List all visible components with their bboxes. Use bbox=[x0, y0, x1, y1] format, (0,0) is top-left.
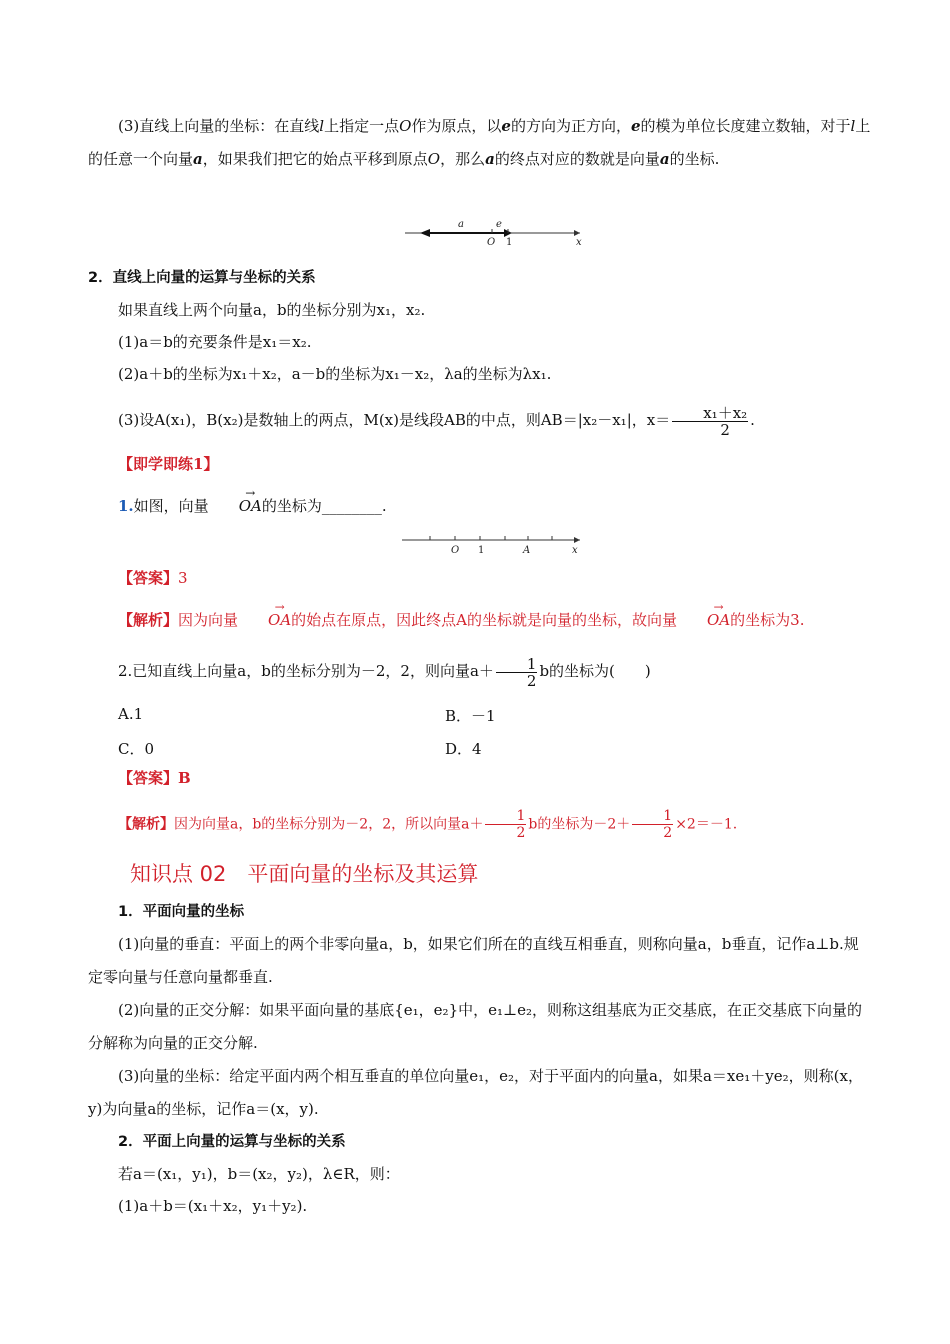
s2-line-3: (3)设A(x₁)，B(x₂)是数轴上的两点，M(x)是线段AB的中点，则AB＝|x₂－x₁|，x＝ $\frac{\text{x₁＋x₂}}{2}$ . bbox=[118, 403, 755, 439]
option-b: B．－1 bbox=[445, 707, 496, 725]
option-d: D．4 bbox=[445, 740, 482, 758]
k2-paragraph-5: (1)a＋b＝(x₁＋x₂，y₁＋y₂). bbox=[118, 1197, 308, 1215]
fig1-label-a: a bbox=[458, 219, 464, 230]
s2-line-1: (1)a＝b的充要条件是x₁＝x₂. bbox=[118, 333, 312, 351]
section-title-2: 2．直线上向量的运算与坐标的关系 bbox=[88, 270, 316, 286]
k2-subtitle-2: 2．平面上向量的运算与坐标的关系 bbox=[118, 1134, 346, 1150]
fig2-label-x: x bbox=[572, 545, 578, 556]
k2-subtitle-1: 1．平面向量的坐标 bbox=[118, 904, 245, 920]
fig1-label-e: e bbox=[496, 219, 502, 230]
s2-intro: 如果直线上两个向量a，b的坐标分别为x₁，x₂. bbox=[118, 301, 426, 319]
k2-paragraph-2: (2)向量的正交分解：如果平面向量的基底{e₁，e₂}中，e₁⊥e₂，则称这组基底为正交基底，在正交基底下向量的分解称为向量的正交分解. bbox=[88, 1001, 863, 1052]
question-2: 2.已知直线上向量a，b的坐标分别为－2，2，则向量a＋ $\frac{1}{2}$ b的坐标为( ) bbox=[118, 654, 651, 690]
fig1-label-x: x bbox=[576, 237, 582, 248]
q2-fraction: $\frac{1}{2}$ bbox=[496, 656, 538, 689]
answer-1: 【答案】3 bbox=[118, 569, 188, 587]
number-line-figure-1 bbox=[400, 215, 590, 250]
number-line-figure-2 bbox=[400, 530, 590, 560]
exp2-fraction-2: $\frac{1}{2}$ bbox=[632, 808, 673, 841]
midpoint-fraction: $\frac{\text{x₁＋x₂}}{2}$ bbox=[672, 405, 748, 438]
fig2-label-o: O bbox=[451, 545, 460, 556]
option-a: A.1 bbox=[118, 705, 144, 723]
fig1-label-one: 1 bbox=[506, 237, 513, 248]
k2-paragraph-4: 若a＝(x₁，y₁)，b＝(x₂，y₂)，λ∈R，则： bbox=[118, 1165, 400, 1183]
fig1-label-o: O bbox=[487, 237, 496, 248]
s2-line-2: (2)a＋b的坐标为x₁＋x₂，a－b的坐标为x₁－x₂，λa的坐标为λx₁. bbox=[118, 365, 552, 383]
explanation-1: 【解析】因为向量→ OA的始点在原点，因此终点A的坐标就是向量的坐标，故向量→ OA的坐标为3. bbox=[88, 604, 873, 637]
knowledge-point-02-title: 知识点 02 平面向量的坐标及其运算 bbox=[130, 862, 479, 886]
fig2-label-a: A bbox=[523, 545, 531, 556]
exercise-tag: 【即学即练1】 bbox=[118, 455, 219, 473]
answer-2: 【答案】B bbox=[118, 769, 191, 787]
exp2-fraction-1: $\frac{1}{2}$ bbox=[485, 808, 526, 841]
option-c: C．0 bbox=[118, 740, 155, 758]
k2-paragraph-3: (3)向量的坐标：给定平面内两个相互垂直的单位向量e₁，e₂，对于平面内的向量a，如果a＝xe₁＋ye₂，则称(x，y)为向量a的坐标，记作a＝(x，y). bbox=[88, 1067, 863, 1118]
k2-paragraph-1: (1)向量的垂直：平面上的两个非零向量a，b，如果它们所在的直线互相垂直，则称向量a，b垂直，记作a⊥b.规定零向量与任意向量都垂直. bbox=[88, 935, 859, 986]
fig2-label-one: 1 bbox=[478, 545, 485, 556]
question-1: 1.如图，向量→ OA的坐标为________. bbox=[88, 490, 873, 523]
paragraph-vector-coordinate: (3)直线上向量的坐标：在直线l上指定一点O作为原点，以e的方向为正方向，e的模为单位长度建立数轴，对于l上的任意一个向量a，如果我们把它的始点平移到原点O，那么a的终点对应的数就是向量a的坐标. bbox=[88, 117, 871, 168]
explanation-2: 【解析】因为向量a，b的坐标分别为－2，2，所以向量a＋ $\frac{1}{2}$ b的坐标为－2＋ $\frac{1}{2}$ ×2＝－1. bbox=[118, 808, 738, 841]
